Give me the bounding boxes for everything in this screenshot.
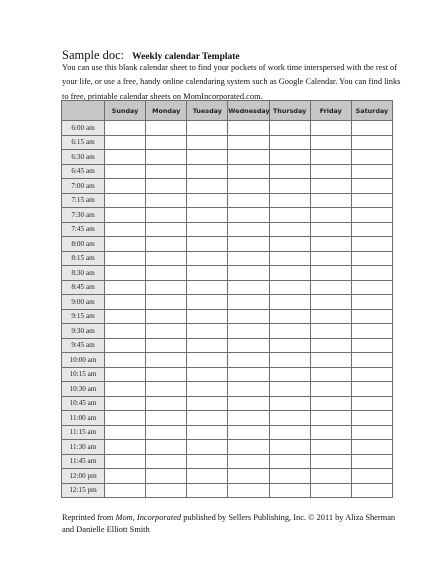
calendar-slot-cell	[269, 353, 310, 368]
calendar-slot-cell	[228, 324, 269, 339]
calendar-slot-cell	[105, 483, 146, 498]
time-label: 7:30 am	[62, 208, 105, 223]
calendar-slot-cell	[310, 295, 351, 310]
time-row	[62, 309, 393, 324]
calendar-slot-cell	[310, 396, 351, 411]
calendar-slot-cell	[228, 237, 269, 252]
calendar-slot-cell	[187, 237, 228, 252]
calendar-slot-cell	[310, 121, 351, 136]
calendar-slot-cell	[187, 280, 228, 295]
calendar-slot-cell	[146, 353, 187, 368]
calendar-slot-cell	[351, 469, 392, 484]
time-label: 10:45 am	[62, 396, 105, 411]
calendar-slot-cell	[146, 237, 187, 252]
time-row	[62, 396, 393, 411]
calendar-slot-cell	[228, 338, 269, 353]
calendar-slot-cell	[105, 135, 146, 150]
calendar-slot-cell	[269, 338, 310, 353]
calendar-slot-cell	[105, 222, 146, 237]
calendar-slot-cell	[187, 382, 228, 397]
time-row	[62, 425, 393, 440]
time-row	[62, 454, 393, 469]
calendar-slot-cell	[351, 295, 392, 310]
calendar-slot-cell	[351, 353, 392, 368]
time-label: 7:00 am	[62, 179, 105, 194]
day-header-monday: Monday	[146, 101, 187, 121]
time-row	[62, 179, 393, 194]
calendar-slot-cell	[310, 324, 351, 339]
calendar-slot-cell	[310, 135, 351, 150]
calendar-slot-cell	[310, 309, 351, 324]
time-row	[62, 266, 393, 281]
calendar-slot-cell	[146, 324, 187, 339]
calendar-slot-cell	[187, 353, 228, 368]
calendar-slot-cell	[146, 382, 187, 397]
time-label: 6:30 am	[62, 150, 105, 165]
calendar-slot-cell	[310, 237, 351, 252]
calendar-slot-cell	[105, 367, 146, 382]
time-row	[62, 280, 393, 295]
calendar-slot-cell	[269, 164, 310, 179]
calendar-slot-cell	[187, 309, 228, 324]
calendar-slot-cell	[105, 193, 146, 208]
credit-book-title: Mom, Incorporated	[115, 513, 182, 522]
time-row	[62, 208, 393, 223]
time-row	[62, 440, 393, 455]
calendar-slot-cell	[269, 309, 310, 324]
calendar-slot-cell	[146, 309, 187, 324]
calendar-slot-cell	[146, 164, 187, 179]
calendar-slot-cell	[228, 353, 269, 368]
time-label: 7:45 am	[62, 222, 105, 237]
day-header-tuesday: Tuesday	[187, 101, 228, 121]
calendar-slot-cell	[146, 251, 187, 266]
time-row	[62, 353, 393, 368]
calendar-slot-cell	[310, 266, 351, 281]
calendar-slot-cell	[269, 179, 310, 194]
calendar-slot-cell	[105, 396, 146, 411]
calendar-slot-cell	[228, 469, 269, 484]
time-row	[62, 164, 393, 179]
time-row	[62, 222, 393, 237]
time-label: 8:45 am	[62, 280, 105, 295]
calendar-slot-cell	[269, 135, 310, 150]
calendar-slot-cell	[187, 440, 228, 455]
calendar-slot-cell	[269, 411, 310, 426]
time-label: 10:00 am	[62, 353, 105, 368]
header-corner-cell	[62, 101, 105, 121]
time-label: 11:15 am	[62, 425, 105, 440]
calendar-slot-cell	[187, 411, 228, 426]
calendar-slot-cell	[105, 150, 146, 165]
time-row	[62, 324, 393, 339]
calendar-slot-cell	[146, 208, 187, 223]
calendar-slot-cell	[187, 338, 228, 353]
calendar-slot-cell	[105, 266, 146, 281]
calendar-slot-cell	[269, 324, 310, 339]
calendar-slot-cell	[228, 454, 269, 469]
calendar-slot-cell	[351, 237, 392, 252]
calendar-slot-cell	[187, 483, 228, 498]
calendar-slot-cell	[228, 222, 269, 237]
calendar-slot-cell	[351, 280, 392, 295]
calendar-slot-cell	[310, 164, 351, 179]
time-label: 8:00 am	[62, 237, 105, 252]
calendar-slot-cell	[105, 411, 146, 426]
calendar-slot-cell	[351, 222, 392, 237]
calendar-slot-cell	[269, 121, 310, 136]
calendar-slot-cell	[351, 135, 392, 150]
calendar-slot-cell	[228, 208, 269, 223]
time-label: 6:00 am	[62, 121, 105, 136]
calendar-slot-cell	[105, 469, 146, 484]
time-row	[62, 251, 393, 266]
day-header-thursday: Thursday	[269, 101, 310, 121]
time-label: 6:45 am	[62, 164, 105, 179]
calendar-slot-cell	[105, 208, 146, 223]
calendar-slot-cell	[105, 121, 146, 136]
calendar-slot-cell	[351, 483, 392, 498]
calendar-slot-cell	[187, 454, 228, 469]
calendar-slot-cell	[105, 280, 146, 295]
calendar-slot-cell	[146, 295, 187, 310]
calendar-slot-cell	[187, 367, 228, 382]
time-label: 11:30 am	[62, 440, 105, 455]
calendar-slot-cell	[105, 425, 146, 440]
title-main: Weekly calendar Template	[132, 52, 240, 62]
calendar-slot-cell	[269, 396, 310, 411]
calendar-slot-cell	[310, 208, 351, 223]
time-label: 11:45 am	[62, 454, 105, 469]
calendar-slot-cell	[351, 193, 392, 208]
calendar-slot-cell	[269, 237, 310, 252]
calendar-slot-cell	[187, 193, 228, 208]
calendar-slot-cell	[187, 164, 228, 179]
calendar-slot-cell	[187, 295, 228, 310]
time-row	[62, 193, 393, 208]
calendar-slot-cell	[105, 164, 146, 179]
calendar-slot-cell	[146, 121, 187, 136]
calendar-slot-cell	[187, 135, 228, 150]
calendar-slot-cell	[187, 121, 228, 136]
calendar-slot-cell	[228, 121, 269, 136]
time-row	[62, 237, 393, 252]
calendar-slot-cell	[351, 179, 392, 194]
calendar-slot-cell	[310, 251, 351, 266]
calendar-slot-cell	[228, 266, 269, 281]
time-label: 8:15 am	[62, 251, 105, 266]
calendar-slot-cell	[228, 411, 269, 426]
calendar-slot-cell	[228, 251, 269, 266]
calendar-slot-cell	[310, 179, 351, 194]
day-header-wednesday: Wednesday	[228, 101, 269, 121]
day-header-sunday: Sunday	[105, 101, 146, 121]
calendar-slot-cell	[351, 367, 392, 382]
calendar-slot-cell	[228, 135, 269, 150]
calendar-slot-cell	[146, 179, 187, 194]
calendar-slot-cell	[228, 425, 269, 440]
calendar-slot-cell	[269, 440, 310, 455]
calendar-slot-cell	[146, 266, 187, 281]
day-header-saturday: Saturday	[351, 101, 392, 121]
calendar-slot-cell	[310, 425, 351, 440]
calendar-slot-cell	[146, 483, 187, 498]
calendar-slot-cell	[228, 483, 269, 498]
calendar-slot-cell	[269, 208, 310, 223]
calendar-slot-cell	[310, 440, 351, 455]
calendar-slot-cell	[310, 411, 351, 426]
calendar-slot-cell	[187, 179, 228, 194]
time-label: 6:15 am	[62, 135, 105, 150]
calendar-body	[62, 121, 393, 498]
calendar-slot-cell	[269, 382, 310, 397]
calendar-slot-cell	[228, 193, 269, 208]
calendar-slot-cell	[228, 382, 269, 397]
calendar-slot-cell	[269, 483, 310, 498]
calendar-slot-cell	[269, 251, 310, 266]
reprint-credit	[62, 512, 402, 535]
calendar-slot-cell	[351, 251, 392, 266]
time-row	[62, 367, 393, 382]
calendar-slot-cell	[228, 150, 269, 165]
calendar-slot-cell	[351, 454, 392, 469]
calendar-slot-cell	[105, 382, 146, 397]
calendar-slot-cell	[351, 208, 392, 223]
calendar-slot-cell	[187, 251, 228, 266]
weekly-calendar-table	[61, 100, 393, 498]
calendar-slot-cell	[187, 469, 228, 484]
calendar-slot-cell	[269, 266, 310, 281]
calendar-slot-cell	[187, 425, 228, 440]
calendar-slot-cell	[228, 367, 269, 382]
calendar-slot-cell	[146, 440, 187, 455]
time-row	[62, 483, 393, 498]
calendar-slot-cell	[228, 179, 269, 194]
calendar-slot-cell	[351, 150, 392, 165]
calendar-slot-cell	[310, 280, 351, 295]
calendar-slot-cell	[105, 440, 146, 455]
time-label: 9:30 am	[62, 324, 105, 339]
calendar-slot-cell	[187, 222, 228, 237]
calendar-slot-cell	[228, 295, 269, 310]
calendar-slot-cell	[228, 164, 269, 179]
time-row	[62, 469, 393, 484]
calendar-slot-cell	[105, 295, 146, 310]
time-row	[62, 295, 393, 310]
calendar-slot-cell	[351, 164, 392, 179]
calendar-slot-cell	[269, 425, 310, 440]
time-label: 9:45 am	[62, 338, 105, 353]
calendar-slot-cell	[187, 150, 228, 165]
title-lead: Sample doc:	[62, 48, 125, 62]
credit-prefix: Reprinted from	[62, 513, 116, 522]
calendar-slot-cell	[351, 425, 392, 440]
calendar-slot-cell	[269, 367, 310, 382]
calendar-slot-cell	[146, 367, 187, 382]
day-header-friday: Friday	[310, 101, 351, 121]
time-row	[62, 338, 393, 353]
calendar-slot-cell	[146, 135, 187, 150]
calendar-slot-cell	[269, 454, 310, 469]
calendar-slot-cell	[310, 483, 351, 498]
calendar-slot-cell	[146, 396, 187, 411]
time-row	[62, 382, 393, 397]
calendar-slot-cell	[146, 469, 187, 484]
calendar-slot-cell	[228, 280, 269, 295]
calendar-slot-cell	[146, 411, 187, 426]
calendar-slot-cell	[146, 150, 187, 165]
calendar-header-row	[62, 101, 393, 121]
calendar-slot-cell	[351, 440, 392, 455]
intro-paragraph: You can use this blank calendar sheet to find your pockets of work time interspersed with the rest of your life, or use a free, handy online calendaring system such as Google Calendar. You can find links to free, printable calendar sheets on MomIncorporated.com.	[62, 63, 401, 101]
time-label: 9:15 am	[62, 309, 105, 324]
calendar-slot-cell	[146, 193, 187, 208]
calendar-slot-cell	[351, 396, 392, 411]
calendar-slot-cell	[228, 440, 269, 455]
time-label: 7:15 am	[62, 193, 105, 208]
calendar-slot-cell	[105, 309, 146, 324]
calendar-slot-cell	[269, 280, 310, 295]
calendar-slot-cell	[310, 150, 351, 165]
calendar-slot-cell	[105, 324, 146, 339]
calendar-slot-cell	[310, 338, 351, 353]
calendar-slot-cell	[310, 193, 351, 208]
calendar-slot-cell	[269, 469, 310, 484]
calendar-slot-cell	[351, 121, 392, 136]
calendar-slot-cell	[310, 454, 351, 469]
calendar-slot-cell	[310, 469, 351, 484]
calendar-slot-cell	[105, 237, 146, 252]
time-row	[62, 135, 393, 150]
calendar-slot-cell	[105, 338, 146, 353]
time-label: 9:00 am	[62, 295, 105, 310]
time-label: 10:15 am	[62, 367, 105, 382]
time-label: 12:15 pm	[62, 483, 105, 498]
calendar-slot-cell	[146, 280, 187, 295]
calendar-slot-cell	[351, 411, 392, 426]
calendar-slot-cell	[310, 353, 351, 368]
calendar-slot-cell	[146, 338, 187, 353]
calendar-slot-cell	[187, 266, 228, 281]
calendar-slot-cell	[105, 454, 146, 469]
calendar-slot-cell	[351, 382, 392, 397]
calendar-slot-cell	[105, 251, 146, 266]
calendar-slot-cell	[351, 266, 392, 281]
time-label: 11:00 am	[62, 411, 105, 426]
calendar-slot-cell	[105, 179, 146, 194]
calendar-slot-cell	[310, 222, 351, 237]
calendar-slot-cell	[269, 193, 310, 208]
credit-suffix: published by Sellers Publishing, Inc. © 2011 by Aliza Sherman and Danielle Elliott Smith	[62, 513, 396, 534]
calendar-slot-cell	[105, 353, 146, 368]
calendar-slot-cell	[228, 309, 269, 324]
time-label: 10:30 am	[62, 382, 105, 397]
calendar-slot-cell	[269, 150, 310, 165]
time-row	[62, 150, 393, 165]
time-label: 12:00 pm	[62, 469, 105, 484]
calendar-slot-cell	[269, 295, 310, 310]
calendar-slot-cell	[310, 367, 351, 382]
calendar-slot-cell	[228, 396, 269, 411]
time-row	[62, 121, 393, 136]
calendar-slot-cell	[351, 324, 392, 339]
calendar-slot-cell	[146, 222, 187, 237]
calendar-slot-cell	[146, 425, 187, 440]
calendar-slot-cell	[351, 309, 392, 324]
calendar-slot-cell	[187, 396, 228, 411]
calendar-slot-cell	[269, 222, 310, 237]
calendar-slot-cell	[310, 382, 351, 397]
calendar-slot-cell	[146, 454, 187, 469]
calendar-slot-cell	[187, 208, 228, 223]
time-label: 8:30 am	[62, 266, 105, 281]
time-row	[62, 411, 393, 426]
calendar-slot-cell	[187, 324, 228, 339]
calendar-slot-cell	[351, 338, 392, 353]
